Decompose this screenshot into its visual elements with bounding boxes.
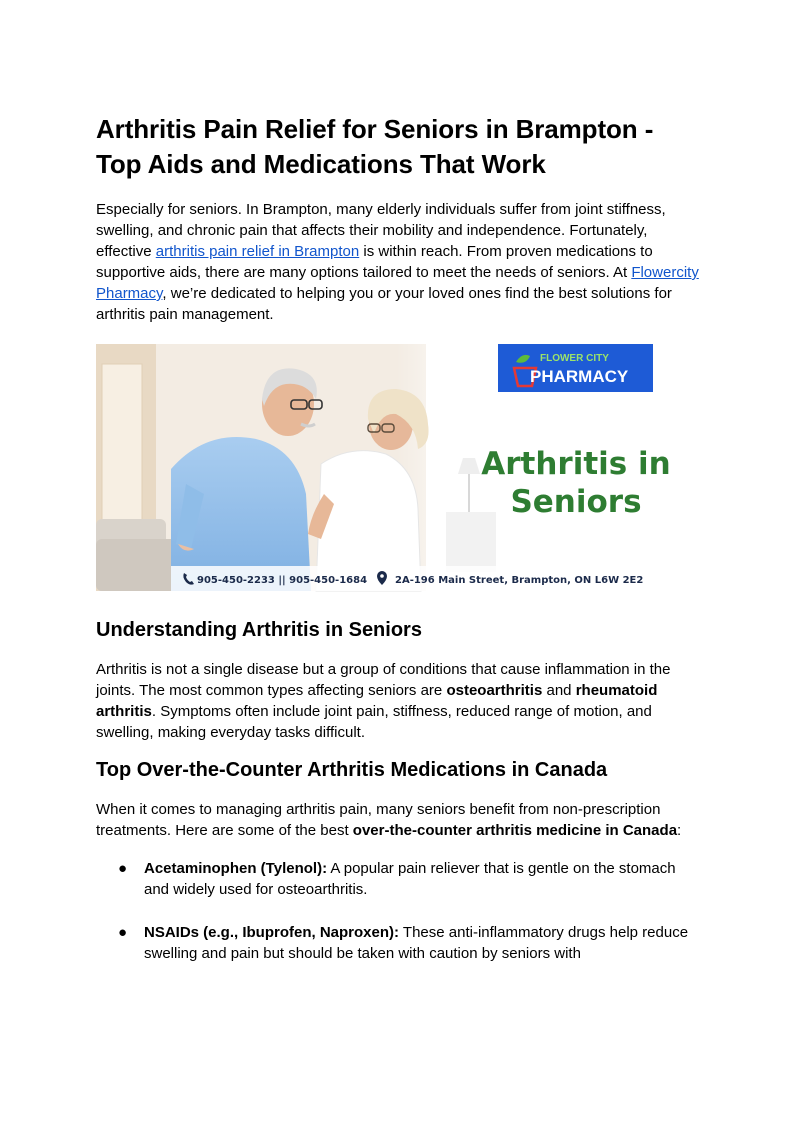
item-text: These anti-inflammatory drugs help reduce swelling and pain but should be taken with caution by seniors with xyxy=(144,924,689,962)
banner-phone: 905-450-2233 || 905-450-1684 xyxy=(197,575,368,586)
banner-illustration xyxy=(96,344,671,591)
bullet-icon: ● xyxy=(118,860,128,877)
s1-text-1: Arthritis is not a single disease but a group of conditions that cause inflammation in the joints. The most common types affecting seniors are xyxy=(96,661,671,699)
s2-bold-otc: over-the-counter arthritis medicine in Canada xyxy=(352,822,678,839)
document-page xyxy=(96,112,700,986)
logo-top-text: FLOWER CITY xyxy=(540,353,609,364)
banner-image xyxy=(96,344,671,591)
item-text: A popular pain reliever that is gentle on the stomach and widely used for osteoarthritis. xyxy=(144,860,676,898)
section-heading-otc-medications: Top Over-the-Counter Arthritis Medications in Canada xyxy=(96,759,608,781)
section1-paragraph xyxy=(96,659,700,743)
s1-text-2: and xyxy=(542,682,576,699)
banner-address: 2A-196 Main Street, Brampton, ON L6W 2E2 xyxy=(395,575,644,586)
arthritis-relief-link[interactable]: arthritis pain relief in Brampton xyxy=(155,243,360,260)
intro-text-2: is within reach. From proven medications to supportive aids, there are many options tailored to meet the needs of seniors. At xyxy=(96,243,653,281)
list-item xyxy=(96,858,700,900)
flowercity-pharmacy-link[interactable]: Flowercity Pharmacy xyxy=(96,264,699,302)
medication-list xyxy=(96,858,700,964)
list-item xyxy=(96,922,700,964)
item-bold: Acetaminophen (Tylenol): xyxy=(144,860,328,877)
s2-text-2: : xyxy=(677,822,682,839)
pharmacy-logo xyxy=(498,344,653,392)
banner-headline-line1: Arthritis in xyxy=(481,446,671,482)
s1-text-3: . Symptoms often include joint pain, stiffness, reduced range of motion, and swelling, making everyday tasks difficult. xyxy=(96,703,652,741)
intro-paragraph xyxy=(96,199,700,325)
page-title: Arthritis Pain Relief for Seniors in Brampton - Top Aids and Medications That Work xyxy=(96,114,654,179)
section2-paragraph xyxy=(96,799,700,841)
s2-text-1: When it comes to managing arthritis pain, many seniors benefit from non-prescription treatments. Here are some of the best xyxy=(96,801,661,839)
section-heading-understanding: Understanding Arthritis in Seniors xyxy=(96,619,422,641)
s1-bold-osteoarthritis: osteoarthritis xyxy=(446,682,543,699)
intro-text-3: , we’re dedicated to helping you or your loved ones find the best solutions for arthritis pain management. xyxy=(96,285,672,323)
s1-bold-rheumatoid: rheumatoid arthritis xyxy=(96,682,658,720)
bullet-icon: ● xyxy=(118,924,128,941)
item-bold: NSAIDs (e.g., Ibuprofen, Naproxen): xyxy=(144,924,400,941)
banner-headline-line2: Seniors xyxy=(510,484,642,520)
intro-text-1: Especially for seniors. In Brampton, many elderly individuals suffer from joint stiffness, swelling, and chronic pain that affects their mobility and independence. Fortunately, effective xyxy=(96,201,666,260)
logo-main-text: PHARMACY xyxy=(530,367,629,386)
